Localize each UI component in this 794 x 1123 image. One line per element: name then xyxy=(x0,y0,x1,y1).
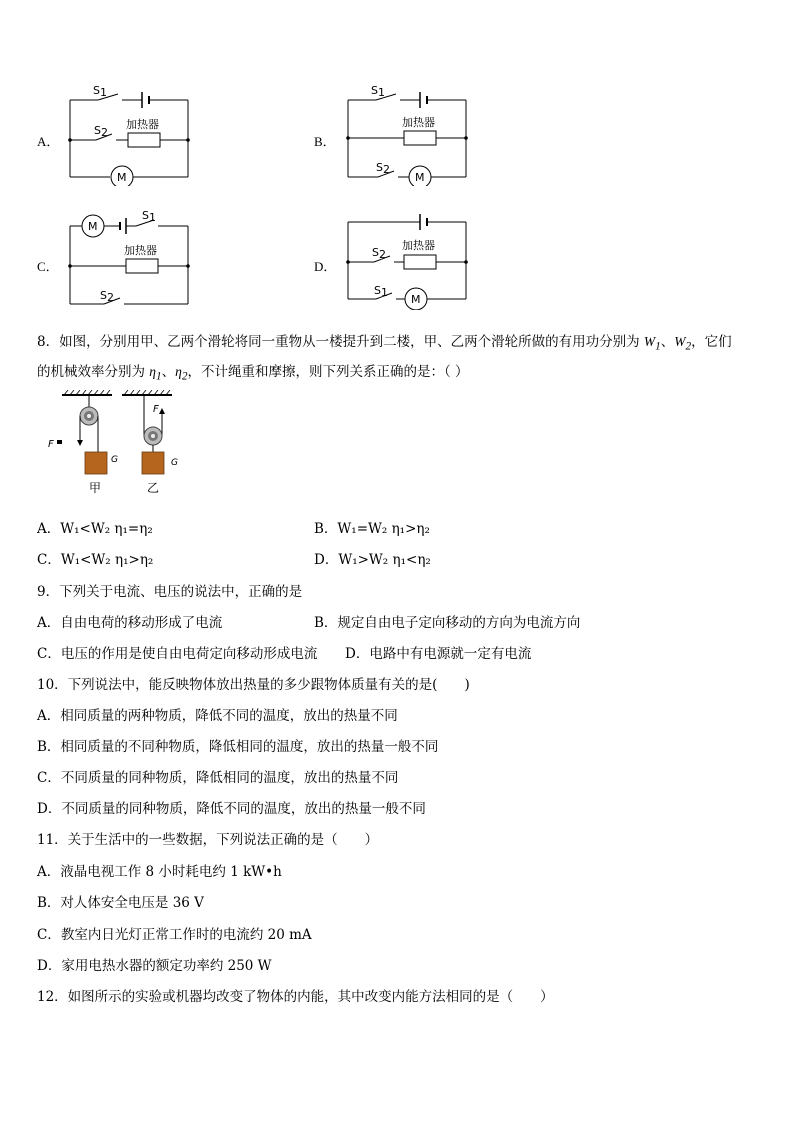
q11-stem: 11．关于生活中的一些数据，下列说法正确的是（ ） xyxy=(37,832,379,848)
switch-s2-label: S2 xyxy=(376,161,390,176)
pulley-figure xyxy=(40,390,200,498)
q11-option-d[interactable]: D．家用电热水器的额定功率约 250 W xyxy=(37,958,272,974)
heater-label: 加热器 xyxy=(126,118,159,131)
q8-option-d[interactable]: D．W₁>W₂ η₁<η₂ xyxy=(314,552,431,568)
q11-option-b[interactable]: B．对人体安全电压是 36 V xyxy=(37,895,204,911)
circuit-diagram-c xyxy=(60,206,200,310)
q11-option-a[interactable]: A．液晶电视工作 8 小时耗电约 1 kW•h xyxy=(37,864,282,880)
option-b-letter: B． xyxy=(314,134,336,149)
q12-stem: 12．如图所示的实验或机器均改变了物体的内能，其中改变内能方法相同的是（ ） xyxy=(37,989,554,1005)
q8-stem-line2: 的机械效率分别为 $\eta_1$、$\eta_2$，不计绳重和摩擦，则下列关系正确的是：（ ） xyxy=(37,364,469,383)
q10-option-b[interactable]: B．相同质量的不同种物质，降低相同的温度，放出的热量一般不同 xyxy=(37,739,439,755)
switch-s1-label: S1 xyxy=(374,284,388,299)
heater-label: 加热器 xyxy=(402,116,435,129)
force-label-jia: F xyxy=(48,439,54,450)
q10-option-d[interactable]: D．不同质量的同种物质，降低不同的温度，放出的热量一般不同 xyxy=(37,801,426,817)
q9-option-c[interactable]: C．电压的作用是使自由电荷定向移动形成电流 xyxy=(37,646,318,662)
q8-option-c[interactable]: C．W₁<W₂ η₁>η₂ xyxy=(37,552,154,568)
label-jia: 甲 xyxy=(89,481,102,495)
q9-stem: 9．下列关于电流、电压的说法中，正确的是 xyxy=(37,584,303,600)
motor-label: M xyxy=(411,293,421,306)
q11-option-c[interactable]: C．教室内日光灯正常工作时的电流约 20 mA xyxy=(37,927,312,943)
movable-pulley-yi xyxy=(122,390,178,495)
switch-s1-label: S1 xyxy=(371,84,385,99)
q10-option-c[interactable]: C．不同质量的同种物质，降低相同的温度，放出的热量不同 xyxy=(37,770,399,786)
q8-option-a[interactable]: A．W₁<W₂ η₁=η₂ xyxy=(37,521,153,537)
q9-option-b[interactable]: B．规定自由电子定向移动的方向为电流方向 xyxy=(314,615,581,631)
label-yi: 乙 xyxy=(147,481,160,495)
w1-symbol: $W_1$ xyxy=(643,334,661,353)
motor-label: M xyxy=(117,171,127,184)
switch-s2-label: S2 xyxy=(100,289,114,304)
weight-label-yi: G xyxy=(171,458,178,468)
q9-option-a[interactable]: A．自由电荷的移动形成了电流 xyxy=(37,615,223,631)
motor-label: M xyxy=(415,171,425,184)
option-c-letter: C． xyxy=(37,259,59,274)
option-d-letter: D． xyxy=(314,259,337,274)
heater-label: 加热器 xyxy=(124,244,157,257)
switch-s1-label: S1 xyxy=(93,84,107,99)
switch-s2-label: S2 xyxy=(94,124,108,139)
option-a-letter: A． xyxy=(37,134,60,149)
w2-symbol: $W_2$ xyxy=(674,334,692,353)
q8-option-b[interactable]: B．W₁=W₂ η₁>η₂ xyxy=(314,521,430,537)
eta2-symbol: $\eta_2$ xyxy=(175,364,188,383)
heater-label: 加热器 xyxy=(402,239,435,252)
weight-label-jia: G xyxy=(111,455,118,465)
circuit-diagram-b xyxy=(338,82,478,186)
eta1-symbol: $\eta_1$ xyxy=(149,364,162,383)
q8-stem-line1: 8．如图，分别用甲、乙两个滑轮将同一重物从一楼提升到二楼，甲、乙两个滑轮所做的有用功分别为 $W_1$、$W_2$，它们 xyxy=(37,334,732,353)
fixed-pulley-jia xyxy=(48,390,118,495)
switch-s2-label: S2 xyxy=(372,246,386,261)
q10-option-a[interactable]: A．相同质量的两种物质，降低不同的温度，放出的热量不同 xyxy=(37,708,398,724)
circuit-diagram-a xyxy=(60,82,200,186)
motor-label: M xyxy=(88,220,98,233)
q9-option-d[interactable]: D．电路中有电源就一定有电流 xyxy=(345,646,532,662)
force-label-yi: F xyxy=(153,404,159,415)
switch-s1-label: S1 xyxy=(142,209,156,224)
circuit-diagram-d xyxy=(338,206,478,310)
q10-stem: 10．下列说法中，能反映物体放出热量的多少跟物体质量有关的是( ) xyxy=(37,677,470,693)
